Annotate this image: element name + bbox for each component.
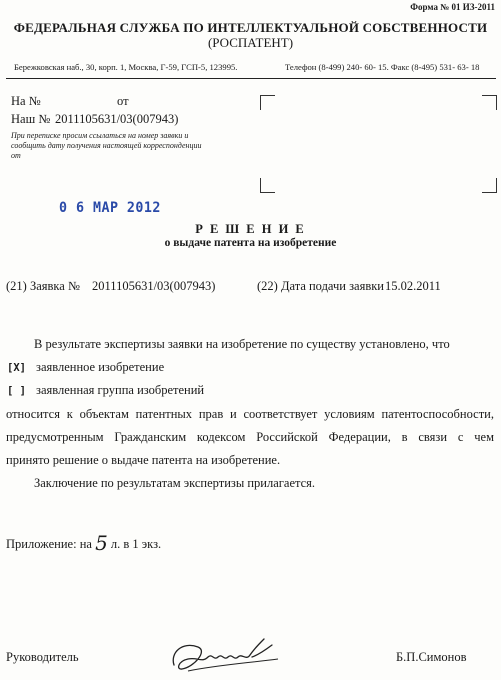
- body-line: относится к объектам патентных прав и соответствует условиям патентоспособности,: [6, 407, 494, 421]
- application-number-label: (21) Заявка №: [6, 279, 80, 293]
- address-window-corner: [260, 178, 275, 193]
- body-intro: В результате экспертизы заявки на изобретение по существу установлено, что: [34, 337, 450, 351]
- from-label: от: [117, 94, 129, 108]
- option-group-checkbox: [ ]: [7, 385, 26, 397]
- signatory-name: Б.П.Симонов: [396, 650, 467, 664]
- application-number-value: 2011105631/03(007943): [92, 279, 216, 293]
- signatory-role: Руководитель: [6, 650, 79, 664]
- form-number: Форма № 01 ИЗ-2011: [410, 2, 495, 12]
- your-number-label: На №: [11, 94, 41, 108]
- attachment-suffix: л. в 1 экз.: [110, 537, 162, 551]
- attachment-prefix: Приложение: на: [6, 537, 92, 551]
- decision-subject: о выдаче патента на изобретение: [164, 237, 337, 249]
- agency-contacts: Телефон (8-499) 240- 60- 15. Факс (8-495) 531- 63- 18: [285, 62, 480, 72]
- our-number-value: 2011105631/03(007943): [55, 112, 179, 126]
- attachment-pages: 5: [95, 531, 108, 555]
- agency-short-name: (РОСПАТЕНТ): [207, 35, 294, 50]
- attachment-line: [6, 529, 161, 553]
- option-group-label: заявленная группа изобретений: [36, 383, 205, 397]
- address-window-corner: [482, 178, 497, 193]
- body-line: предусмотренным Гражданским кодексом Российской Федерации, в связи с чем: [6, 430, 494, 444]
- option-invention-checkbox: [X]: [7, 362, 26, 374]
- body-line: принято решение о выдаче патента на изобретение.: [6, 453, 281, 467]
- correspondence-note: При переписке просим ссылаться на номер заявки и сообщить дату получения настоящей корреспонденции от: [11, 131, 202, 160]
- filing-date-label: (22) Дата подачи заявки: [257, 279, 384, 293]
- our-number-label: Наш №: [11, 112, 51, 126]
- date-stamp: 0 6 MAP 2012: [59, 200, 161, 216]
- address-window-corner: [482, 95, 497, 110]
- header-divider: [6, 78, 496, 79]
- conclusion-text: Заключение по результатам экспертизы прилагается.: [34, 476, 316, 490]
- signature-icon: [168, 635, 288, 680]
- decision-title: Р Е Ш Е Н И Е: [195, 222, 306, 236]
- agency-name: ФЕДЕРАЛЬНАЯ СЛУЖБА ПО ИНТЕЛЛЕКТУАЛЬНОЙ СОБСТВЕННОСТИ: [13, 20, 488, 35]
- option-invention-label: заявленное изобретение: [36, 360, 165, 374]
- agency-address: Бережковская наб., 30, корп. 1, Москва, Г-59, ГСП-5, 123995.: [14, 62, 238, 72]
- address-window-corner: [260, 95, 275, 110]
- filing-date-value: 15.02.2011: [385, 279, 441, 293]
